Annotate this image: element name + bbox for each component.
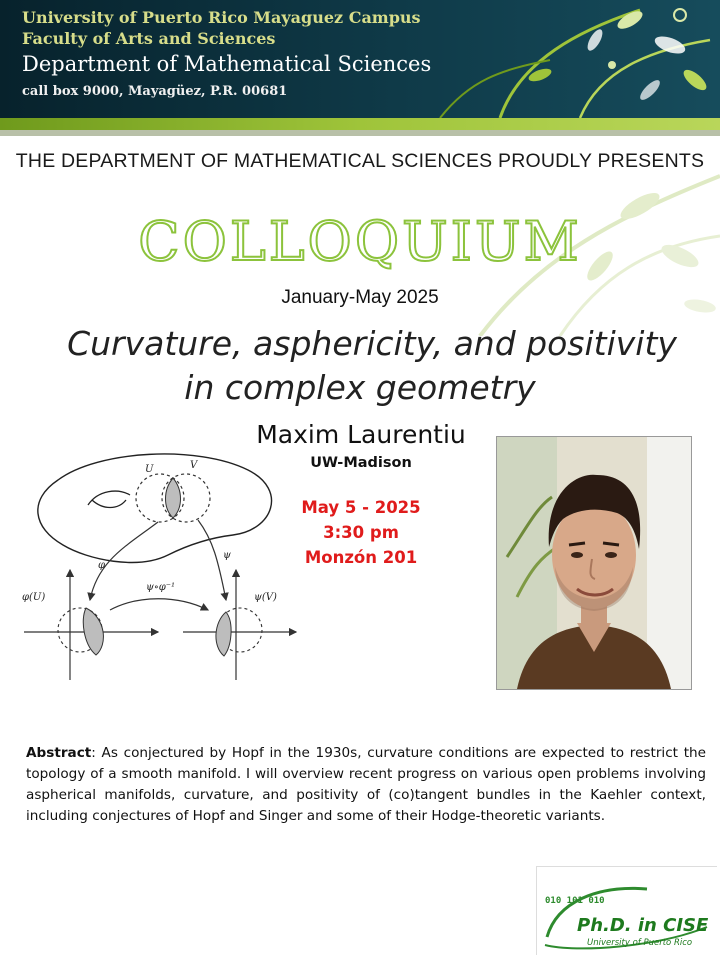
semester-label: January-May 2025 — [281, 287, 439, 308]
label-phi-u: φ(U) — [22, 592, 46, 603]
talk-title-line-2: in complex geometry — [184, 368, 536, 407]
label-u: U — [145, 464, 154, 475]
label-transition: ψ∘φ⁻¹ — [146, 582, 176, 593]
department-address: call box 9000, Mayagüez, P.R. 00681 — [22, 84, 288, 99]
speaker-name: Maxim Laurentiu — [256, 420, 466, 449]
department-name: Department of Mathematical Sciences — [22, 52, 432, 76]
label-v: V — [190, 460, 198, 471]
label-psi: ψ — [223, 550, 231, 561]
speaker-photo — [496, 436, 692, 690]
label-psi-v: ψ(V) — [254, 592, 277, 603]
abstract-text: : As conjectured by Hopf in the 1930s, curvature conditions are expected to restrict the topology of a smooth manifold. I will overview recent progress on various open problems involving aspherical manifolds, curvature, and positivity of (co)tangent bundles in the Kaehler context, including conjectures of Hopf and Singer and some of their Hodge-theoretic variants. — [26, 745, 706, 824]
phd-cise-logo — [536, 866, 717, 955]
label-phi: φ — [98, 560, 106, 571]
abstract-paragraph — [26, 743, 706, 827]
talk-title-line-1: Curvature, asphericity, and positivity — [67, 324, 677, 363]
series-title: COLLOQUIUM — [138, 210, 582, 273]
university-name: University of Puerto Rico Mayaguez Campus — [22, 8, 421, 27]
header-banner — [0, 0, 720, 118]
logo-title: Ph.D. in CISE — [577, 915, 709, 936]
green-divider — [0, 118, 720, 130]
speaker-portrait-illustration — [497, 437, 691, 689]
logo-subtitle: University of Puerto Rico — [587, 938, 693, 948]
faculty-name: Faculty of Arts and Sciences — [22, 29, 276, 48]
logo-binary: 010 101 010 — [545, 896, 605, 906]
abstract-label: Abstract — [26, 745, 92, 761]
presents-banner: THE DEPARTMENT OF MATHEMATICAL SCIENCES PROUDLY PRESENTS — [15, 150, 705, 172]
manifold-charts-diagram — [18, 450, 298, 680]
event-room: Monzón 201 — [304, 548, 418, 567]
speaker-affiliation: UW-Madison — [310, 455, 412, 471]
event-time: 3:30 pm — [323, 523, 399, 542]
event-date: May 5 - 2025 — [301, 498, 421, 517]
